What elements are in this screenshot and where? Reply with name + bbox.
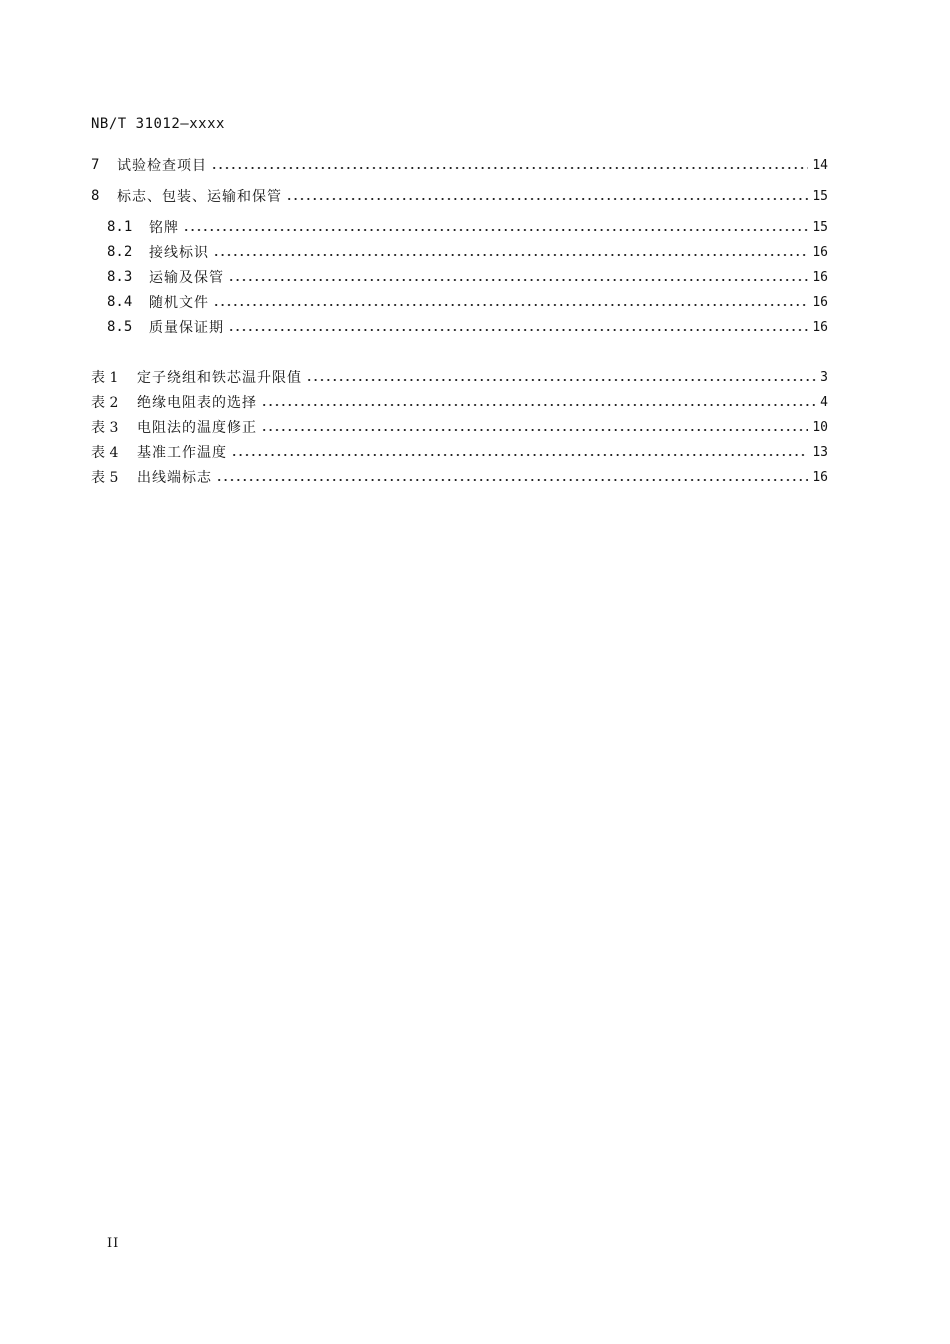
toc-entry-section-8-4[interactable] — [107, 291, 828, 313]
toc-entry-section-8[interactable] — [91, 185, 828, 207]
toc-entry-number: 8.3 — [107, 269, 133, 285]
toc-entry-number: 8.1 — [107, 219, 133, 235]
toc-entry-number: 表 1 — [91, 370, 119, 386]
dot-leader — [261, 398, 816, 412]
toc-entry-page: 16 — [812, 319, 828, 335]
toc-entry-section-8-1[interactable] — [107, 216, 828, 238]
toc-entry-title: 标志、包装、运输和保管 — [117, 189, 282, 205]
dot-leader — [306, 373, 816, 387]
toc-entry-page: 3 — [820, 369, 828, 385]
toc-entry-title: 试验检查项目 — [117, 158, 207, 174]
toc-entry-number: 表 5 — [91, 470, 119, 486]
dot-leader — [213, 298, 808, 312]
toc-entry-title: 接线标识 — [149, 245, 209, 261]
toc-entry-number: 8.5 — [107, 319, 133, 335]
toc-entry-number: 表 2 — [91, 395, 119, 411]
toc-entry-page: 16 — [812, 244, 828, 260]
toc-entry-number: 表 4 — [91, 445, 119, 461]
toc-entry-section-8-3[interactable] — [107, 266, 828, 288]
toc-entry-title: 定子绕组和铁芯温升限值 — [137, 370, 302, 386]
dot-leader — [213, 248, 808, 262]
toc-entry-title: 随机文件 — [149, 295, 209, 311]
dot-leader — [211, 161, 808, 175]
dot-leader — [216, 473, 808, 487]
dot-leader — [228, 323, 808, 337]
toc-entry-page: 13 — [812, 444, 828, 460]
toc-entry-number: 8 — [91, 188, 100, 204]
dot-leader — [231, 448, 808, 462]
document-code: NB/T 31012—xxxx — [91, 116, 225, 132]
toc-entry-title: 基准工作温度 — [137, 445, 227, 461]
toc-entry-title: 铭牌 — [149, 220, 179, 236]
toc-entry-page: 16 — [812, 294, 828, 310]
toc-entry-page: 15 — [812, 219, 828, 235]
toc-entry-page: 10 — [812, 419, 828, 435]
dot-leader — [228, 273, 808, 287]
dot-leader — [261, 423, 808, 437]
toc-entry-title: 电阻法的温度修正 — [137, 420, 257, 436]
toc-entry-title: 出线端标志 — [137, 470, 212, 486]
toc-entry-page: 14 — [812, 157, 828, 173]
toc-entry-number: 8.2 — [107, 244, 133, 260]
toc-entry-page: 4 — [820, 394, 828, 410]
toc-entry-section-8-5[interactable] — [107, 316, 828, 338]
toc-entry-number: 表 3 — [91, 420, 119, 436]
dot-leader — [286, 192, 808, 206]
toc-entry-page: 16 — [812, 469, 828, 485]
page-number: II — [107, 1236, 120, 1251]
toc-entry-number: 7 — [91, 157, 100, 173]
toc-entry-table-3[interactable] — [91, 416, 828, 438]
toc-entry-section-7[interactable] — [91, 154, 828, 176]
toc-entry-number: 8.4 — [107, 294, 133, 310]
toc-entry-table-2[interactable] — [91, 391, 828, 413]
toc-entry-title: 运输及保管 — [149, 270, 224, 286]
dot-leader — [183, 223, 808, 237]
toc-entry-section-8-2[interactable] — [107, 241, 828, 263]
toc-entry-table-4[interactable] — [91, 441, 828, 463]
toc-entry-table-1[interactable] — [91, 366, 828, 388]
toc-entry-table-5[interactable] — [91, 466, 828, 488]
toc-entry-page: 16 — [812, 269, 828, 285]
toc-entry-title: 质量保证期 — [149, 320, 224, 336]
toc-entry-page: 15 — [812, 188, 828, 204]
toc-entry-title: 绝缘电阻表的选择 — [137, 395, 257, 411]
